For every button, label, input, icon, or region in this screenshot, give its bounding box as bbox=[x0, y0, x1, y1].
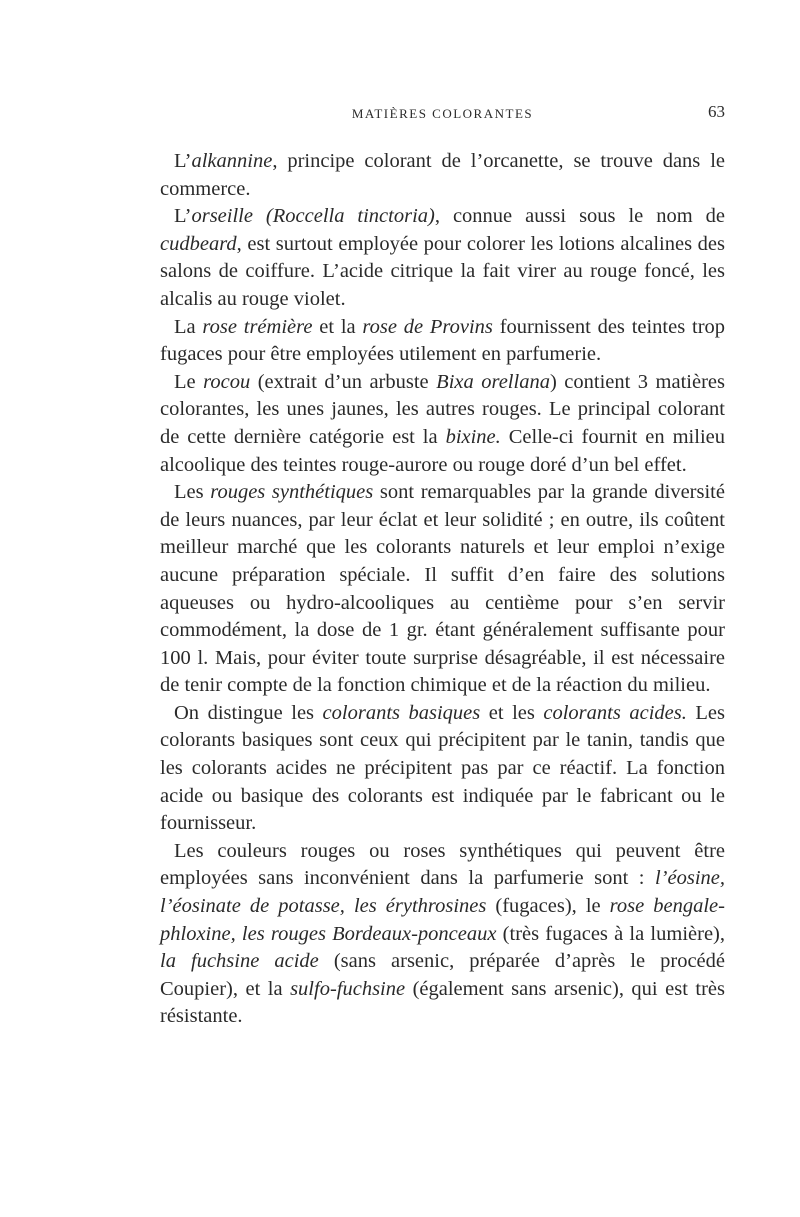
text-segment: Les couleurs rouges ou roses synthétiques qui peuvent être employées sans inconvénient dans la parfumerie sont : bbox=[160, 839, 725, 890]
italic-term: l’éosine, l’éosinate de potasse, les érythrosines bbox=[160, 867, 725, 918]
page-number: 63 bbox=[708, 102, 725, 121]
text-segment: , connue aussi sous le nom de bbox=[434, 205, 725, 228]
italic-term: colorants acides. bbox=[543, 701, 687, 724]
paragraph-orseille bbox=[160, 203, 725, 313]
text-segment: On distingue les bbox=[174, 701, 323, 724]
paragraph-rouges-synthetiques bbox=[160, 479, 725, 700]
italic-term: rouges synthétiques bbox=[210, 481, 374, 504]
italic-term: rose trémière bbox=[202, 315, 313, 338]
paragraph-couleurs bbox=[160, 838, 725, 1031]
italic-term: la fuchsine acide bbox=[160, 950, 319, 973]
italic-term: rose de Provins bbox=[362, 315, 493, 338]
text-segment: ) contient 3 matières colorantes, les unes jaunes, les autres rouges. Le principal colorant de cette dernière catégorie est la bbox=[160, 370, 725, 448]
text-segment: Les bbox=[174, 481, 211, 504]
text-segment: L’ bbox=[174, 205, 192, 228]
italic-term: bixine. bbox=[445, 425, 501, 448]
paragraph-rose bbox=[160, 314, 725, 369]
italic-term: colorants basiques bbox=[322, 701, 481, 724]
paragraph-rocou bbox=[160, 369, 725, 479]
text-segment: et la bbox=[312, 315, 363, 338]
italic-term: rocou bbox=[203, 370, 251, 393]
body-text bbox=[160, 148, 725, 1031]
text-segment: sont remarquables par la grande diversité de leurs nuances, par leur éclat et leur solidité ; en outre, ils coûtent meilleur marché que les colorants naturels et leur emploi n’exige aucune préparation spéciale. Il suffit d’en faire des solutions aqueuses ou hydro-alcooliques au centième pour s’en servir commodément, la dose de 1 gr. étant généralement suffisante pour 100 l. Mais, pour éviter toute surprise désagréable, il est nécessaire de tenir compte de la fonction chimique et de la réaction du milieu. bbox=[160, 481, 725, 697]
text-segment: Les colorants basiques sont ceux qui précipitent par le tanin, tandis que les colorants acides ne précipitent pas par ce réactif. La fonction acide ou basique des colorants est indiquée par le fabricant ou le fournisseur. bbox=[160, 701, 725, 835]
italic-term: orseille (Roccella tinctoria) bbox=[191, 205, 435, 228]
text-segment: (très fugaces à la lumière), bbox=[496, 922, 725, 945]
italic-term: cudbeard bbox=[160, 232, 237, 255]
text-segment: (fugaces), le bbox=[486, 895, 610, 918]
text-segment: L’ bbox=[174, 150, 192, 172]
italic-term: alkannine bbox=[191, 150, 273, 172]
paragraph-colorants bbox=[160, 700, 725, 838]
text-segment: (également sans arsenic), qui est très résistante. bbox=[160, 977, 725, 1028]
paragraph-alkannine bbox=[160, 148, 725, 203]
italic-term: rose bengale-phloxine, les rouges Bordeaux-ponceaux bbox=[160, 895, 725, 945]
text-segment: (extrait d’un arbuste bbox=[250, 370, 437, 393]
italic-term: sulfo-fuchsine bbox=[290, 977, 406, 1000]
text-segment: et les bbox=[480, 701, 544, 724]
book-page bbox=[160, 100, 725, 1031]
text-segment: La bbox=[174, 315, 203, 338]
running-header bbox=[160, 100, 725, 130]
text-segment: Celle-ci fournit en milieu alcoolique des teintes rouge-aurore ou rouge doré d’un bel effet. bbox=[160, 425, 725, 476]
text-segment: Le bbox=[174, 370, 204, 393]
text-segment: , principe colorant de l’orcanette, se trouve dans le commerce. bbox=[160, 150, 725, 200]
text-segment: fournissent des teintes trop fugaces pour être employées utilement en parfumerie. bbox=[160, 315, 726, 366]
running-title: MATIÈRES COLORANTES bbox=[351, 106, 534, 121]
italic-term: Bixa orellana bbox=[436, 370, 550, 393]
text-segment: , est surtout employée pour colorer les lotions alcalines des salons de coiffure. L’acide citrique la fait virer au rouge foncé, les alcalis au rouge violet. bbox=[160, 232, 725, 310]
text-segment: (sans arsenic, préparée d’après le procédé Coupier), et la bbox=[160, 950, 725, 1000]
